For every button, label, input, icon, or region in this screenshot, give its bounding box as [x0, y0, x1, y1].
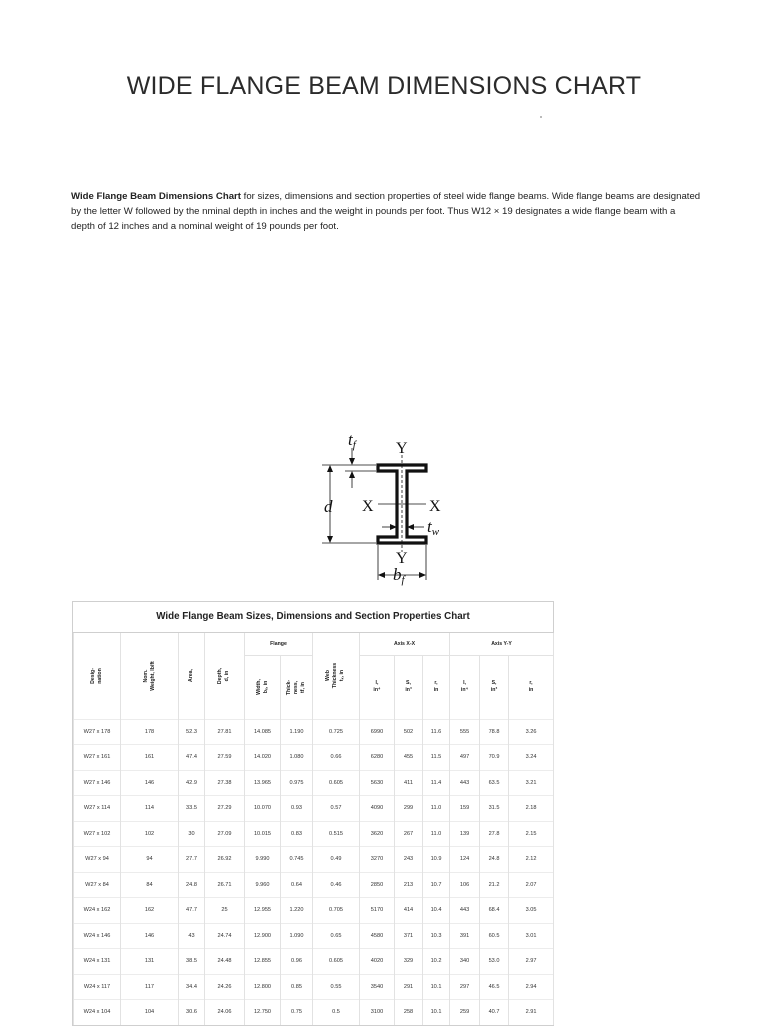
table-cell: 47.7 — [179, 898, 205, 924]
table-cell: W24 x 104 — [74, 1000, 121, 1025]
table-cell: 94 — [121, 847, 179, 873]
table-cell: 0.93 — [281, 796, 313, 822]
table-cell: 291 — [395, 974, 423, 1000]
table-cell: 27.38 — [205, 770, 245, 796]
table-cell: 139 — [450, 821, 480, 847]
table-row — [74, 770, 554, 796]
table-cell: 10.1 — [423, 974, 450, 1000]
table-cell: 3100 — [360, 1000, 395, 1025]
table-cell: 26.71 — [205, 872, 245, 898]
table-cell: 0.65 — [313, 923, 360, 949]
table-cell: 0.57 — [313, 796, 360, 822]
table-cell: 6280 — [360, 745, 395, 771]
table-cell: 6990 — [360, 719, 395, 745]
header-area: Area, — [179, 633, 205, 719]
table-cell: 13.965 — [245, 770, 281, 796]
table-cell: 38.5 — [179, 949, 205, 975]
table-cell: 46.5 — [480, 974, 509, 1000]
table-cell: 213 — [395, 872, 423, 898]
table-cell: W24 x 117 — [74, 974, 121, 1000]
table-cell: 27.09 — [205, 821, 245, 847]
table-row — [74, 949, 554, 975]
intro-text: for sizes, dimensions and section properties of steel wide flange beams. Wide flange beams are designated by the letter W followed by the nminal depth in inches and the weight in pounds per foot. Thus W12 × 19 designates a wide flange beam with a depth of 12 inches and a nominal weight of 19 pounds per foot. — [71, 190, 701, 232]
table-cell: W27 x 178 — [74, 719, 121, 745]
table-cell: 3540 — [360, 974, 395, 1000]
table-cell: 0.83 — [281, 821, 313, 847]
table-cell: 502 — [395, 719, 423, 745]
header-sxx: S, in³ — [395, 655, 423, 719]
table-row — [74, 898, 554, 924]
table-cell: 27.81 — [205, 719, 245, 745]
table-cell: 27.59 — [205, 745, 245, 771]
table-cell: 299 — [395, 796, 423, 822]
table-cell: 10.7 — [423, 872, 450, 898]
table-cell: 0.515 — [313, 821, 360, 847]
table-cell: 455 — [395, 745, 423, 771]
tf-arrow-bottom — [349, 471, 355, 478]
table-cell: 2.97 — [509, 949, 554, 975]
table-cell: 3.24 — [509, 745, 554, 771]
label-d: d — [324, 497, 333, 516]
table-cell: 2.12 — [509, 847, 554, 873]
table-body — [74, 719, 554, 1025]
table-cell: 52.3 — [179, 719, 205, 745]
table-cell: 78.8 — [480, 719, 509, 745]
table-cell: 5630 — [360, 770, 395, 796]
header-flange-thickness: Thick- ness, tf, in — [281, 655, 313, 719]
table-cell: 0.49 — [313, 847, 360, 873]
table-cell: 329 — [395, 949, 423, 975]
label-tf: tf — [348, 430, 356, 451]
header-web-thickness: Web Thickness tₓ, in — [313, 633, 360, 719]
table-cell: 102 — [121, 821, 179, 847]
table-cell: 4580 — [360, 923, 395, 949]
table-cell: 0.85 — [281, 974, 313, 1000]
table-cell: W27 x 146 — [74, 770, 121, 796]
table-cell: 25 — [205, 898, 245, 924]
table-cell: 30 — [179, 821, 205, 847]
table-cell: 24.8 — [480, 847, 509, 873]
decorative-dot — [540, 116, 542, 118]
table-cell: 12.750 — [245, 1000, 281, 1025]
table-cell: 12.900 — [245, 923, 281, 949]
table-cell: 12.855 — [245, 949, 281, 975]
table-cell: 27.8 — [480, 821, 509, 847]
table-cell: 11.0 — [423, 796, 450, 822]
table-cell: 4020 — [360, 949, 395, 975]
header-ryy: r, in — [509, 655, 554, 719]
table-cell: 243 — [395, 847, 423, 873]
table-cell: 11.5 — [423, 745, 450, 771]
table-cell: 0.975 — [281, 770, 313, 796]
table-cell: 0.64 — [281, 872, 313, 898]
table-cell: 47.4 — [179, 745, 205, 771]
table-cell: 340 — [450, 949, 480, 975]
table-cell: 443 — [450, 898, 480, 924]
header-iyy: I, in⁴ — [450, 655, 480, 719]
table-row — [74, 847, 554, 873]
table-cell: 84 — [121, 872, 179, 898]
table-cell: 2.07 — [509, 872, 554, 898]
table-cell: 161 — [121, 745, 179, 771]
table-row — [74, 923, 554, 949]
table-cell: 4090 — [360, 796, 395, 822]
label-y-top: Y — [396, 440, 408, 457]
table-cell: 159 — [450, 796, 480, 822]
table-cell: 497 — [450, 745, 480, 771]
table-cell: 104 — [121, 1000, 179, 1025]
table-cell: W24 x 131 — [74, 949, 121, 975]
table-cell: 60.5 — [480, 923, 509, 949]
header-designation: Desig- nation — [74, 633, 121, 719]
table-cell: W27 x 94 — [74, 847, 121, 873]
table-cell: 42.9 — [179, 770, 205, 796]
table-cell: 1.080 — [281, 745, 313, 771]
table-cell: 1.190 — [281, 719, 313, 745]
table-cell: 178 — [121, 719, 179, 745]
table-cell: 30.6 — [179, 1000, 205, 1025]
table-cell: W27 x 102 — [74, 821, 121, 847]
table-cell: 114 — [121, 796, 179, 822]
header-syy: S, in³ — [480, 655, 509, 719]
table-cell: 0.66 — [313, 745, 360, 771]
table-row — [74, 745, 554, 771]
table-cell: 146 — [121, 923, 179, 949]
table-row — [74, 1000, 554, 1025]
table-cell: 1.090 — [281, 923, 313, 949]
table-cell: 0.96 — [281, 949, 313, 975]
table-cell: 0.75 — [281, 1000, 313, 1025]
table-cell: 21.2 — [480, 872, 509, 898]
table-cell: 2850 — [360, 872, 395, 898]
bf-arrow-right — [419, 572, 426, 578]
table-cell: 34.4 — [179, 974, 205, 1000]
table-cell: 9.960 — [245, 872, 281, 898]
intro-bold-term: Wide Flange Beam Dimensions Chart — [71, 190, 241, 202]
header-flange-width: Width, bₓ, in — [245, 655, 281, 719]
table-cell: W24 x 146 — [74, 923, 121, 949]
label-bf: bf — [393, 565, 405, 586]
table-cell: 12.800 — [245, 974, 281, 1000]
table-cell: 3.21 — [509, 770, 554, 796]
table-cell: W27 x 114 — [74, 796, 121, 822]
tf-arrow-top — [349, 458, 355, 465]
label-x-left: X — [362, 498, 374, 515]
table-cell: 33.5 — [179, 796, 205, 822]
table-cell: 411 — [395, 770, 423, 796]
table-row — [74, 821, 554, 847]
table-cell: 2.94 — [509, 974, 554, 1000]
page-title: WIDE FLANGE BEAM DIMENSIONS CHART — [126, 72, 642, 100]
header-group-axis-xx: Axis X-X — [360, 633, 450, 655]
table-cell: 70.9 — [480, 745, 509, 771]
table-cell: 267 — [395, 821, 423, 847]
header-ixx: I, in⁴ — [360, 655, 395, 719]
table-cell: 11.0 — [423, 821, 450, 847]
table-cell: 555 — [450, 719, 480, 745]
header-group-axis-yy: Axis Y-Y — [450, 633, 554, 655]
table-cell: 414 — [395, 898, 423, 924]
table-cell: 40.7 — [480, 1000, 509, 1025]
table-cell: 0.605 — [313, 770, 360, 796]
table-cell: 63.5 — [480, 770, 509, 796]
bf-arrow-left — [378, 572, 385, 578]
table-cell: 259 — [450, 1000, 480, 1025]
table-cell: 11.6 — [423, 719, 450, 745]
table-title: Wide Flange Beam Sizes, Dimensions and Section Properties Chart — [73, 602, 553, 633]
table-cell: 371 — [395, 923, 423, 949]
header-rxx: r, in — [423, 655, 450, 719]
table-cell: 10.015 — [245, 821, 281, 847]
table-cell: 0.705 — [313, 898, 360, 924]
data-table — [73, 633, 554, 1025]
table-cell: 2.15 — [509, 821, 554, 847]
table-cell: 10.070 — [245, 796, 281, 822]
table-row — [74, 872, 554, 898]
table-cell: 2.91 — [509, 1000, 554, 1025]
table-cell: 14.020 — [245, 745, 281, 771]
table-cell: 0.745 — [281, 847, 313, 873]
table-cell: 162 — [121, 898, 179, 924]
table-cell: 24.8 — [179, 872, 205, 898]
table-cell: 43 — [179, 923, 205, 949]
table-cell: 10.3 — [423, 923, 450, 949]
table-cell: 11.4 — [423, 770, 450, 796]
table-cell: 27.29 — [205, 796, 245, 822]
table-cell: 443 — [450, 770, 480, 796]
table-cell: 391 — [450, 923, 480, 949]
table-cell: 3.01 — [509, 923, 554, 949]
table-cell: 10.4 — [423, 898, 450, 924]
table-cell: 9.990 — [245, 847, 281, 873]
table-cell: 131 — [121, 949, 179, 975]
table-cell: 297 — [450, 974, 480, 1000]
table-cell: 24.06 — [205, 1000, 245, 1025]
table-cell: 24.74 — [205, 923, 245, 949]
table-row — [74, 719, 554, 745]
table-cell: 124 — [450, 847, 480, 873]
table-cell: 14.085 — [245, 719, 281, 745]
table-cell: 10.2 — [423, 949, 450, 975]
table-cell: W24 x 162 — [74, 898, 121, 924]
label-x-right: X — [429, 498, 441, 515]
table-cell: 5170 — [360, 898, 395, 924]
table-cell: 146 — [121, 770, 179, 796]
label-y-bottom: Y — [396, 550, 408, 567]
table-cell: 3270 — [360, 847, 395, 873]
header-depth: Depth, d, in — [205, 633, 245, 719]
table-cell: 27.7 — [179, 847, 205, 873]
table-cell: 3.26 — [509, 719, 554, 745]
table-cell: 106 — [450, 872, 480, 898]
beam-properties-table — [72, 601, 554, 1026]
table-cell: 0.55 — [313, 974, 360, 1000]
header-group-flange: Flange — [245, 633, 313, 655]
table-row — [74, 974, 554, 1000]
table-cell: 1.220 — [281, 898, 313, 924]
label-tw: tw — [427, 517, 440, 538]
table-cell: 0.46 — [313, 872, 360, 898]
header-weight: Nom. Weight, lb/ft — [121, 633, 179, 719]
table-cell: 3.05 — [509, 898, 554, 924]
table-cell: 0.605 — [313, 949, 360, 975]
wide-flange-beam-diagram — [300, 420, 470, 595]
table-cell: 10.1 — [423, 1000, 450, 1025]
table-cell: W27 x 84 — [74, 872, 121, 898]
table-cell: 24.48 — [205, 949, 245, 975]
table-cell: 26.92 — [205, 847, 245, 873]
table-cell: 68.4 — [480, 898, 509, 924]
table-cell: 0.5 — [313, 1000, 360, 1025]
table-cell: W27 x 161 — [74, 745, 121, 771]
table-cell: 24.26 — [205, 974, 245, 1000]
table-row — [74, 796, 554, 822]
table-cell: 12.955 — [245, 898, 281, 924]
depth-arrow-top — [327, 465, 333, 472]
depth-arrow-bottom — [327, 536, 333, 543]
table-cell: 31.5 — [480, 796, 509, 822]
table-cell: 258 — [395, 1000, 423, 1025]
table-cell: 2.18 — [509, 796, 554, 822]
table-cell: 117 — [121, 974, 179, 1000]
table-cell: 10.9 — [423, 847, 450, 873]
table-cell: 53.0 — [480, 949, 509, 975]
table-cell: 0.725 — [313, 719, 360, 745]
table-cell: 3620 — [360, 821, 395, 847]
intro-paragraph — [71, 189, 701, 234]
